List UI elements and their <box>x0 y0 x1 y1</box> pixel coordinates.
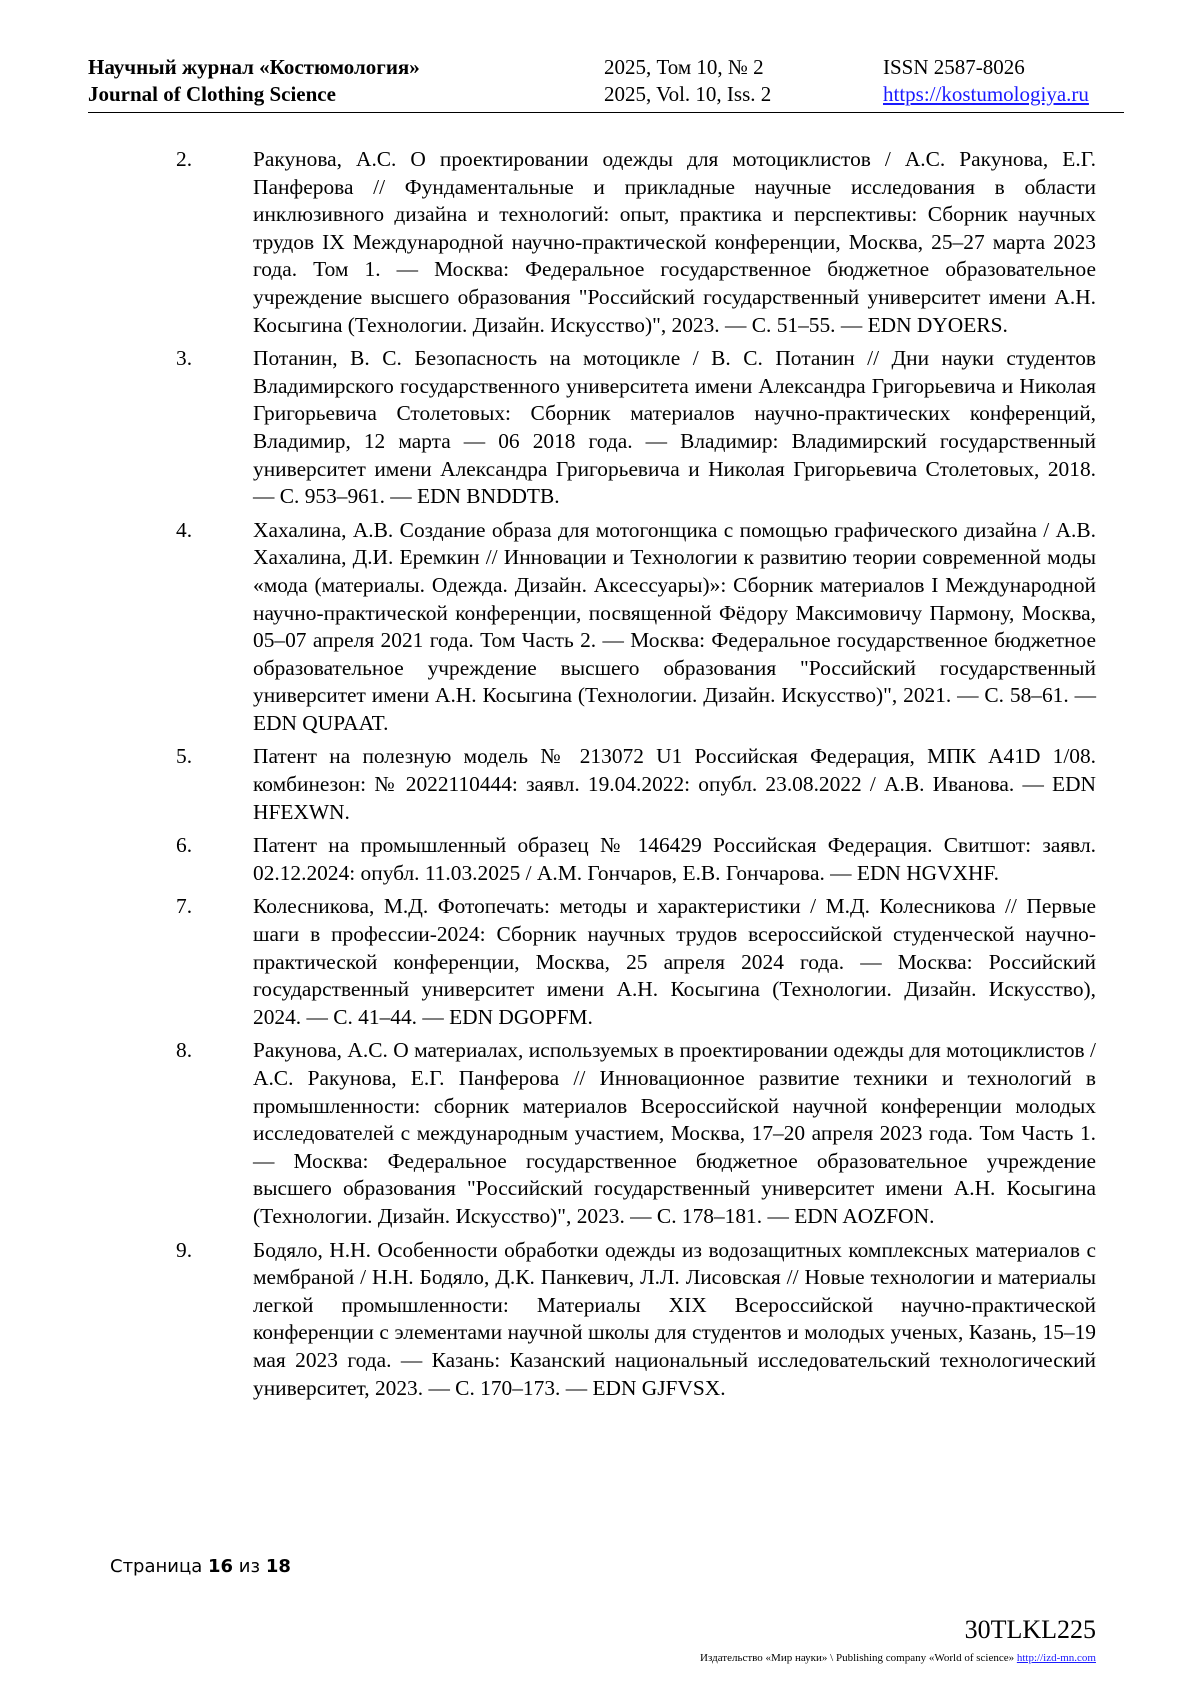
journal-title-ru: Научный журнал «Костюмология» <box>88 55 420 79</box>
page-number <box>110 1556 291 1577</box>
page-label: Страница <box>110 1556 203 1577</box>
article-code: 30TLKL225 <box>964 1615 1096 1644</box>
publisher-line <box>700 1652 1096 1664</box>
reference-text: Потанин, В. С. Безопасность на мотоцикле / В. С. Потанин // Дни науки студентов Владимирского государственного университета имени Александра Григорьевича и Николая Григорьевича Столетовых: Сборник материалов научно-практических конференций, Владимир, 12 марта — 06 2018 года. — Владимир: Владимирский государственный университет имени Александра Григорьевича и Николая Григорьевича Столетовых, 2018. — С. 953–961. — EDN BNDDTB. <box>253 346 1096 509</box>
reference-number: 5. <box>176 744 193 769</box>
reference-text: Патент на промышленный образец № 146429 Российская Федерация. Свитшот: заявл. 02.12.2024: опубл. 11.03.2025 / А.М. Гончаров, Е.В. Гончарова. — EDN HGVXHF. <box>253 833 1096 885</box>
reference-number: 2. <box>176 147 193 171</box>
page-header <box>88 54 1124 113</box>
page-of-label: из <box>238 1556 261 1577</box>
issn-number: ISSN 2587-8026 <box>883 55 1025 79</box>
reference-text: Колесникова, М.Д. Фотопечать: методы и характеристики / М.Д. Колесникова // Первые шаги в профессии-2024: Сборник научных трудов всероссийской студенческой научно-практической конференции, Москва, 25 апреля 2024 года. — Москва: Российский государственный университет имени А.Н. Косыгина (Технологии. Дизайн. Искусство), 2024. — С. 41–44. — EDN DGOPFM. <box>253 894 1096 1029</box>
reference-item <box>176 345 1096 511</box>
publisher-text: Издательство «Мир науки» \ Publishing company «World of science» <box>700 1652 1015 1664</box>
journal-title-en: Journal of Clothing Science <box>88 82 336 106</box>
journal-title-block <box>88 54 420 108</box>
issue-info-block <box>604 54 771 108</box>
reference-number: 7. <box>176 894 193 919</box>
page-current: 16 <box>208 1556 234 1577</box>
reference-text: Ракунова, А.С. О проектировании одежды для мотоциклистов / А.С. Ракунова, Е.Г. Панферова // Фундаментальные и прикладные научные исследования в области инклюзивного дизайна и технологий: опыт, практика и перспективы: Сборник научных трудов IX Международной научно-практической конференции, Москва, 25–27 марта 2023 года. Том 1. — Москва: Федеральное государственное бюджетное образовательное учреждение высшего образования "Российский государственный университет имени А.Н. Косыгина (Технологии. Дизайн. Искусство)", 2023. — С. 51–55. — EDN DYOERS. <box>253 147 1096 337</box>
reference-item <box>176 743 1096 826</box>
issue-info-en: 2025, Vol. 10, Iss. 2 <box>604 82 772 106</box>
reference-number: 4. <box>176 517 193 542</box>
reference-item <box>176 1037 1096 1230</box>
reference-list <box>176 146 1096 1408</box>
reference-text: Бодяло, Н.Н. Особенности обработки одежды из водозащитных комплексных материалов с мембраной / Н.Н. Бодяло, Д.К. Панкевич, Л.Л. Лисовская // Новые технологии и материалы легкой промышленности: Материалы XIX Всероссийской научно-практической конференции с элементами научной школы для студентов и молодых ученых, Казань, 15–19 мая 2023 года. — Казань: Казанский национальный исследовательский технологический университет, 2023. — С. 170–173. — EDN GJFVSX. <box>253 1237 1096 1400</box>
reference-item <box>176 146 1096 339</box>
reference-number: 8. <box>176 1038 193 1063</box>
reference-number: 3. <box>176 346 193 371</box>
reference-item <box>176 1237 1096 1403</box>
reference-text: Ракунова, А.С. О материалах, используемых в проектировании одежды для мотоциклистов / А.С. Ракунова, Е.Г. Панферова // Инновационное развитие техники и технологий в промышленности: сборник материалов Всероссийской научной конференции молодых исследователей с международным участием, Москва, 17–20 апреля 2023 года. Том Часть 1. — Москва: Федеральное государственное бюджетное образовательное учреждение высшего образования "Российский государственный университет имени А.Н. Косыгина (Технологии. Дизайн. Искусство)", 2023. — С. 178–181. — EDN AOZFON. <box>253 1038 1096 1228</box>
reference-number: 6. <box>176 833 193 858</box>
reference-text: Патент на полезную модель № 213072 U1 Российская Федерация, МПК A41D 1/08. комбинезон: № 2022110444: заявл. 19.04.2022: опубл. 23.08.2022 / А.В. Иванова. — EDN HFEXWN. <box>253 744 1096 824</box>
issn-block <box>883 54 1089 108</box>
reference-number: 9. <box>176 1237 193 1262</box>
journal-website-link[interactable]: https://kostumologiya.ru <box>883 82 1089 106</box>
page-total: 18 <box>265 1556 291 1577</box>
publisher-link[interactable]: http://izd-mn.com <box>1016 1652 1096 1664</box>
issue-info-ru: 2025, Том 10, № 2 <box>604 55 764 79</box>
reference-item <box>176 517 1096 738</box>
reference-item <box>176 893 1096 1031</box>
reference-item <box>176 832 1096 887</box>
reference-text: Хахалина, А.В. Создание образа для мотогонщика с помощью графического дизайна / А.В. Хахалина, Д.И. Еремкин // Инновации и Технологии к развитию теории современной моды «мода (материалы. Одежда. Дизайн. Аксессуары)»: Сборник материалов I Международной научно-практической конференции, посвященной Фёдору Максимовичу Пармону, Москва, 05–07 апреля 2021 года. Том Часть 2. — Москва: Федеральное государственное бюджетное образовательное учреждение высшего образования "Российский государственный университет имени А.Н. Косыгина (Технологии. Дизайн. Искусство)", 2021. — С. 58–61. — EDN QUPAAT. <box>253 517 1096 735</box>
